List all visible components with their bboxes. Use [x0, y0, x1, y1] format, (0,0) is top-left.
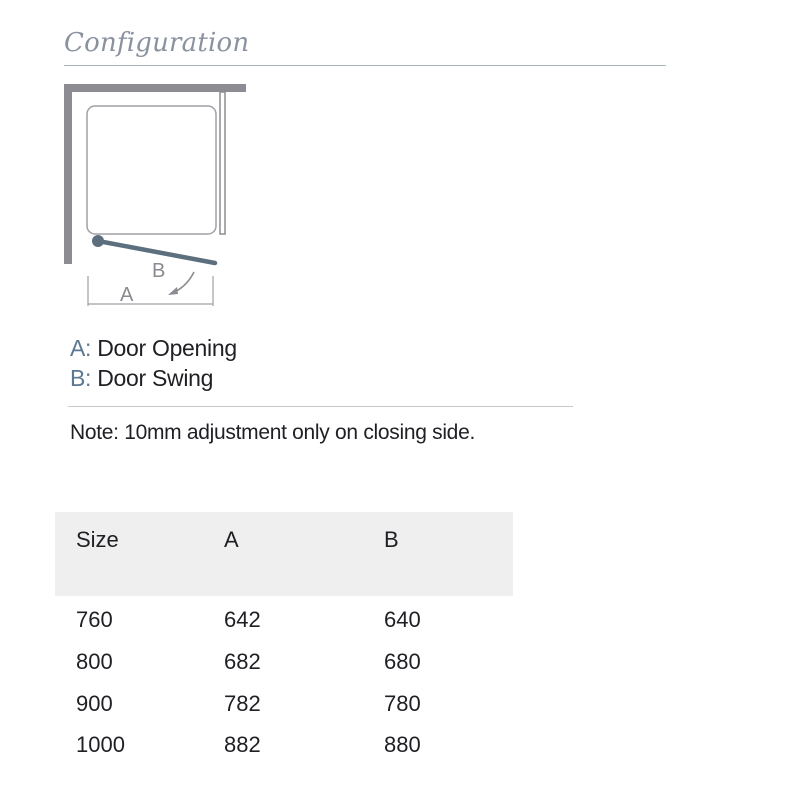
legend-text: Door Swing [97, 365, 214, 391]
adjustment-note: Note: 10mm adjustment only on closing side. [70, 421, 475, 444]
table-cell-a: 682 [224, 649, 261, 674]
legend-key: A: [70, 335, 92, 361]
side-panel [220, 92, 225, 234]
title-divider [64, 65, 666, 66]
table-header-row [55, 512, 513, 596]
column-header-a: A [224, 527, 239, 552]
diagram-label-b: B [152, 260, 166, 282]
left-wall [64, 84, 72, 264]
table-cell-size: 760 [76, 607, 113, 632]
legend-key: B: [70, 365, 92, 391]
section-title: Configuration [64, 28, 250, 58]
table-cell-a: 642 [224, 607, 261, 632]
table-cell-a: 782 [224, 691, 261, 716]
legend-item-door-opening [70, 333, 237, 363]
top-wall [64, 84, 246, 92]
door-hinge [92, 235, 104, 247]
column-header-b: B [384, 527, 399, 552]
configuration-diagram [60, 80, 260, 312]
shower-tray [87, 106, 216, 234]
table-cell-b: 640 [384, 607, 421, 632]
column-header-size: Size [76, 527, 119, 552]
table-cell-b: 680 [384, 649, 421, 674]
table-cell-b: 880 [384, 732, 421, 757]
table-cell-a: 882 [224, 732, 261, 757]
legend-item-door-swing [70, 363, 237, 393]
table-cell-size: 900 [76, 691, 113, 716]
table-cell-size: 1000 [76, 732, 125, 757]
swing-arrowhead [168, 287, 178, 295]
legend-text: Door Opening [97, 335, 237, 361]
section-divider [68, 406, 573, 407]
legend [70, 333, 237, 393]
diagram-label-a: A [120, 284, 134, 306]
table-cell-b: 780 [384, 691, 421, 716]
table-cell-size: 800 [76, 649, 113, 674]
